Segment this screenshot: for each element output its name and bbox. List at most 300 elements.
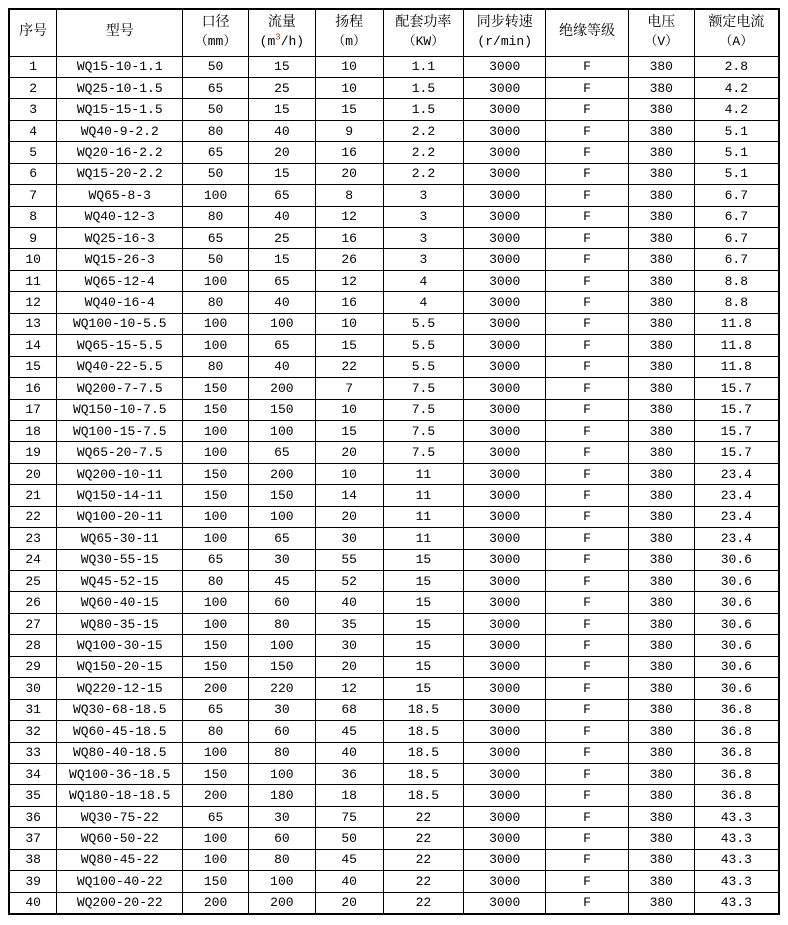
- cell-index: 10: [9, 249, 57, 270]
- cell-index: 11: [9, 270, 57, 291]
- cell-index: 1: [9, 56, 57, 77]
- table-row: [9, 270, 779, 291]
- cell-voltage_v: 380: [628, 699, 694, 720]
- cell-voltage_v: 380: [628, 828, 694, 849]
- flow-unit-superscript: 3: [275, 32, 281, 43]
- cell-index: 34: [9, 763, 57, 784]
- cell-voltage_v: 380: [628, 270, 694, 291]
- cell-speed_rpm: 3000: [464, 871, 546, 892]
- cell-power_kw: 4: [383, 292, 464, 313]
- cell-index: 35: [9, 785, 57, 806]
- cell-voltage_v: 380: [628, 806, 694, 827]
- cell-diameter_mm: 150: [183, 871, 249, 892]
- cell-head_m: 30: [315, 635, 383, 656]
- cell-head_m: 30: [315, 528, 383, 549]
- table-row: [9, 142, 779, 163]
- cell-index: 18: [9, 420, 57, 441]
- table-row: [9, 656, 779, 677]
- cell-index: 33: [9, 742, 57, 763]
- cell-voltage_v: 380: [628, 206, 694, 227]
- cell-speed_rpm: 3000: [464, 292, 546, 313]
- cell-flow_m3h: 100: [248, 871, 315, 892]
- cell-head_m: 22: [315, 356, 383, 377]
- cell-power_kw: 3: [383, 206, 464, 227]
- cell-power_kw: 22: [383, 871, 464, 892]
- cell-power_kw: 18.5: [383, 763, 464, 784]
- table-row: [9, 313, 779, 334]
- cell-voltage_v: 380: [628, 656, 694, 677]
- cell-voltage_v: 380: [628, 592, 694, 613]
- cell-current_a: 6.7: [694, 249, 779, 270]
- cell-current_a: 8.8: [694, 270, 779, 291]
- cell-flow_m3h: 15: [248, 249, 315, 270]
- cell-speed_rpm: 3000: [464, 678, 546, 699]
- table-row: [9, 763, 779, 784]
- header-label: 扬程: [335, 14, 364, 31]
- cell-diameter_mm: 65: [183, 142, 249, 163]
- cell-voltage_v: 380: [628, 763, 694, 784]
- table-row: [9, 120, 779, 141]
- cell-diameter_mm: 100: [183, 442, 249, 463]
- cell-diameter_mm: 150: [183, 763, 249, 784]
- table-row: [9, 849, 779, 870]
- header-label: 口径: [201, 14, 230, 31]
- cell-head_m: 15: [315, 99, 383, 120]
- cell-current_a: 23.4: [694, 506, 779, 527]
- cell-voltage_v: 380: [628, 635, 694, 656]
- cell-index: 40: [9, 892, 57, 913]
- cell-speed_rpm: 3000: [464, 206, 546, 227]
- cell-model: WQ200-20-22: [57, 892, 183, 913]
- cell-flow_m3h: 40: [248, 356, 315, 377]
- cell-current_a: 15.7: [694, 378, 779, 399]
- cell-flow_m3h: 65: [248, 528, 315, 549]
- table-row: [9, 678, 779, 699]
- cell-head_m: 45: [315, 849, 383, 870]
- table-row: [9, 806, 779, 827]
- table-row: [9, 699, 779, 720]
- cell-model: WQ45-52-15: [57, 571, 183, 592]
- cell-speed_rpm: 3000: [464, 77, 546, 98]
- cell-insulation_class: F: [546, 292, 629, 313]
- header-unit: [260, 34, 304, 49]
- cell-speed_rpm: 3000: [464, 828, 546, 849]
- cell-diameter_mm: 100: [183, 742, 249, 763]
- cell-index: 9: [9, 228, 57, 249]
- cell-speed_rpm: 3000: [464, 249, 546, 270]
- cell-current_a: 23.4: [694, 485, 779, 506]
- cell-model: WQ25-16-3: [57, 228, 183, 249]
- cell-model: WQ180-18-18.5: [57, 785, 183, 806]
- cell-insulation_class: F: [546, 613, 629, 634]
- cell-power_kw: 3: [383, 249, 464, 270]
- cell-flow_m3h: 200: [248, 378, 315, 399]
- cell-current_a: 30.6: [694, 635, 779, 656]
- cell-voltage_v: 380: [628, 485, 694, 506]
- cell-current_a: 36.8: [694, 785, 779, 806]
- cell-head_m: 20: [315, 656, 383, 677]
- cell-index: 5: [9, 142, 57, 163]
- cell-power_kw: 5.5: [383, 335, 464, 356]
- cell-flow_m3h: 20: [248, 142, 315, 163]
- cell-speed_rpm: 3000: [464, 549, 546, 570]
- header-unit: （m）: [332, 33, 367, 49]
- cell-power_kw: 15: [383, 571, 464, 592]
- cell-model: WQ80-45-22: [57, 849, 183, 870]
- cell-index: 4: [9, 120, 57, 141]
- cell-flow_m3h: 65: [248, 442, 315, 463]
- table-row: [9, 378, 779, 399]
- cell-voltage_v: 380: [628, 463, 694, 484]
- cell-power_kw: 15: [383, 613, 464, 634]
- cell-power_kw: 1.5: [383, 99, 464, 120]
- cell-speed_rpm: 3000: [464, 528, 546, 549]
- cell-diameter_mm: 200: [183, 785, 249, 806]
- column-header-head: [315, 9, 383, 56]
- cell-current_a: 15.7: [694, 420, 779, 441]
- cell-current_a: 5.1: [694, 142, 779, 163]
- cell-power_kw: 18.5: [383, 721, 464, 742]
- table-row: [9, 335, 779, 356]
- table-row: [9, 249, 779, 270]
- cell-model: WQ15-10-1.1: [57, 56, 183, 77]
- cell-current_a: 36.8: [694, 699, 779, 720]
- header-label: 绝缘等级: [559, 24, 616, 41]
- cell-flow_m3h: 25: [248, 228, 315, 249]
- cell-voltage_v: 380: [628, 849, 694, 870]
- cell-power_kw: 11: [383, 506, 464, 527]
- cell-speed_rpm: 3000: [464, 742, 546, 763]
- cell-head_m: 10: [315, 399, 383, 420]
- cell-model: WQ100-36-18.5: [57, 763, 183, 784]
- cell-speed_rpm: 3000: [464, 571, 546, 592]
- cell-current_a: 36.8: [694, 763, 779, 784]
- cell-flow_m3h: 100: [248, 635, 315, 656]
- table-row: [9, 56, 779, 77]
- cell-model: WQ65-30-11: [57, 528, 183, 549]
- cell-index: 22: [9, 506, 57, 527]
- cell-power_kw: 7.5: [383, 442, 464, 463]
- cell-insulation_class: F: [546, 549, 629, 570]
- cell-power_kw: 11: [383, 528, 464, 549]
- cell-voltage_v: 380: [628, 528, 694, 549]
- cell-current_a: 36.8: [694, 742, 779, 763]
- cell-head_m: 35: [315, 613, 383, 634]
- cell-head_m: 50: [315, 828, 383, 849]
- cell-head_m: 10: [315, 313, 383, 334]
- cell-diameter_mm: 65: [183, 77, 249, 98]
- cell-insulation_class: F: [546, 356, 629, 377]
- cell-current_a: 23.4: [694, 528, 779, 549]
- cell-power_kw: 15: [383, 678, 464, 699]
- table-row: [9, 399, 779, 420]
- cell-model: WQ80-40-18.5: [57, 742, 183, 763]
- cell-head_m: 12: [315, 206, 383, 227]
- cell-speed_rpm: 3000: [464, 785, 546, 806]
- cell-power_kw: 1.5: [383, 77, 464, 98]
- cell-diameter_mm: 80: [183, 571, 249, 592]
- cell-voltage_v: 380: [628, 721, 694, 742]
- cell-model: WQ15-15-1.5: [57, 99, 183, 120]
- table-row: [9, 892, 779, 913]
- cell-flow_m3h: 15: [248, 56, 315, 77]
- cell-flow_m3h: 80: [248, 613, 315, 634]
- table-row: [9, 420, 779, 441]
- table-row: [9, 871, 779, 892]
- cell-diameter_mm: 100: [183, 828, 249, 849]
- table-row: [9, 592, 779, 613]
- cell-head_m: 14: [315, 485, 383, 506]
- cell-index: 14: [9, 335, 57, 356]
- cell-power_kw: 5.5: [383, 356, 464, 377]
- cell-index: 20: [9, 463, 57, 484]
- cell-flow_m3h: 25: [248, 77, 315, 98]
- cell-flow_m3h: 220: [248, 678, 315, 699]
- cell-speed_rpm: 3000: [464, 228, 546, 249]
- cell-model: WQ30-75-22: [57, 806, 183, 827]
- header-label: 电压: [647, 14, 676, 31]
- cell-current_a: 11.8: [694, 313, 779, 334]
- cell-current_a: 4.2: [694, 99, 779, 120]
- cell-power_kw: 3: [383, 228, 464, 249]
- cell-model: WQ65-20-7.5: [57, 442, 183, 463]
- table-body: [9, 56, 779, 914]
- header-label: 序号: [19, 24, 48, 41]
- cell-insulation_class: F: [546, 892, 629, 913]
- cell-flow_m3h: 40: [248, 292, 315, 313]
- cell-speed_rpm: 3000: [464, 56, 546, 77]
- cell-index: 16: [9, 378, 57, 399]
- cell-power_kw: 22: [383, 828, 464, 849]
- cell-insulation_class: F: [546, 699, 629, 720]
- cell-insulation_class: F: [546, 485, 629, 506]
- cell-head_m: 36: [315, 763, 383, 784]
- cell-head_m: 45: [315, 721, 383, 742]
- column-header-voltage: [628, 9, 694, 56]
- cell-flow_m3h: 65: [248, 335, 315, 356]
- table-row: [9, 77, 779, 98]
- cell-insulation_class: F: [546, 270, 629, 291]
- cell-current_a: 15.7: [694, 442, 779, 463]
- cell-diameter_mm: 80: [183, 292, 249, 313]
- column-header-speed: [464, 9, 546, 56]
- cell-speed_rpm: 3000: [464, 656, 546, 677]
- cell-head_m: 16: [315, 292, 383, 313]
- cell-voltage_v: 380: [628, 228, 694, 249]
- cell-insulation_class: F: [546, 378, 629, 399]
- cell-speed_rpm: 3000: [464, 270, 546, 291]
- cell-index: 6: [9, 163, 57, 184]
- cell-head_m: 12: [315, 270, 383, 291]
- cell-diameter_mm: 65: [183, 806, 249, 827]
- cell-head_m: 15: [315, 335, 383, 356]
- cell-model: WQ25-10-1.5: [57, 77, 183, 98]
- cell-flow_m3h: 65: [248, 270, 315, 291]
- column-header-model: [57, 9, 183, 56]
- cell-flow_m3h: 65: [248, 185, 315, 206]
- table-row: [9, 292, 779, 313]
- cell-flow_m3h: 30: [248, 699, 315, 720]
- cell-power_kw: 15: [383, 635, 464, 656]
- cell-insulation_class: F: [546, 678, 629, 699]
- cell-speed_rpm: 3000: [464, 592, 546, 613]
- cell-current_a: 30.6: [694, 549, 779, 570]
- cell-index: 2: [9, 77, 57, 98]
- table-row: [9, 721, 779, 742]
- cell-head_m: 20: [315, 892, 383, 913]
- cell-power_kw: 1.1: [383, 56, 464, 77]
- cell-speed_rpm: 3000: [464, 485, 546, 506]
- cell-flow_m3h: 150: [248, 399, 315, 420]
- header-unit: （A）: [719, 33, 754, 49]
- cell-index: 29: [9, 656, 57, 677]
- cell-index: 8: [9, 206, 57, 227]
- cell-voltage_v: 380: [628, 335, 694, 356]
- cell-current_a: 30.6: [694, 592, 779, 613]
- cell-insulation_class: F: [546, 635, 629, 656]
- cell-head_m: 26: [315, 249, 383, 270]
- cell-diameter_mm: 100: [183, 592, 249, 613]
- cell-index: 36: [9, 806, 57, 827]
- column-header-power: [383, 9, 464, 56]
- cell-model: WQ60-40-15: [57, 592, 183, 613]
- cell-model: WQ100-10-5.5: [57, 313, 183, 334]
- cell-model: WQ20-16-2.2: [57, 142, 183, 163]
- cell-model: WQ150-14-11: [57, 485, 183, 506]
- cell-flow_m3h: 60: [248, 721, 315, 742]
- cell-flow_m3h: 40: [248, 120, 315, 141]
- cell-head_m: 55: [315, 549, 383, 570]
- cell-insulation_class: F: [546, 506, 629, 527]
- table-row: [9, 613, 779, 634]
- cell-current_a: 6.7: [694, 228, 779, 249]
- cell-current_a: 43.3: [694, 892, 779, 913]
- cell-diameter_mm: 100: [183, 849, 249, 870]
- cell-model: WQ60-45-18.5: [57, 721, 183, 742]
- cell-insulation_class: F: [546, 185, 629, 206]
- cell-head_m: 40: [315, 742, 383, 763]
- cell-flow_m3h: 200: [248, 892, 315, 913]
- cell-voltage_v: 380: [628, 742, 694, 763]
- cell-diameter_mm: 100: [183, 185, 249, 206]
- cell-speed_rpm: 3000: [464, 892, 546, 913]
- cell-power_kw: 7.5: [383, 420, 464, 441]
- cell-model: WQ30-55-15: [57, 549, 183, 570]
- cell-insulation_class: F: [546, 206, 629, 227]
- cell-power_kw: 18.5: [383, 742, 464, 763]
- cell-index: 19: [9, 442, 57, 463]
- cell-head_m: 20: [315, 163, 383, 184]
- cell-current_a: 43.3: [694, 871, 779, 892]
- cell-current_a: 4.2: [694, 77, 779, 98]
- cell-voltage_v: 380: [628, 549, 694, 570]
- cell-speed_rpm: 3000: [464, 142, 546, 163]
- header-label: 型号: [105, 24, 134, 41]
- cell-current_a: 6.7: [694, 206, 779, 227]
- table-row: [9, 785, 779, 806]
- cell-index: 39: [9, 871, 57, 892]
- cell-index: 3: [9, 99, 57, 120]
- cell-speed_rpm: 3000: [464, 699, 546, 720]
- cell-head_m: 10: [315, 463, 383, 484]
- cell-voltage_v: 380: [628, 399, 694, 420]
- cell-voltage_v: 380: [628, 571, 694, 592]
- table-row: [9, 506, 779, 527]
- cell-voltage_v: 380: [628, 871, 694, 892]
- cell-insulation_class: F: [546, 592, 629, 613]
- cell-power_kw: 22: [383, 849, 464, 870]
- cell-flow_m3h: 40: [248, 206, 315, 227]
- cell-flow_m3h: 30: [248, 549, 315, 570]
- cell-flow_m3h: 80: [248, 742, 315, 763]
- cell-head_m: 40: [315, 592, 383, 613]
- table-row: [9, 228, 779, 249]
- cell-insulation_class: F: [546, 763, 629, 784]
- cell-insulation_class: F: [546, 313, 629, 334]
- header-unit: （mm）: [194, 33, 237, 49]
- cell-speed_rpm: 3000: [464, 763, 546, 784]
- cell-voltage_v: 380: [628, 378, 694, 399]
- cell-index: 24: [9, 549, 57, 570]
- table-row: [9, 828, 779, 849]
- cell-head_m: 8: [315, 185, 383, 206]
- cell-insulation_class: F: [546, 163, 629, 184]
- cell-power_kw: 7.5: [383, 399, 464, 420]
- cell-insulation_class: F: [546, 399, 629, 420]
- cell-head_m: 40: [315, 871, 383, 892]
- cell-diameter_mm: 100: [183, 506, 249, 527]
- cell-flow_m3h: 180: [248, 785, 315, 806]
- cell-flow_m3h: 100: [248, 506, 315, 527]
- cell-index: 12: [9, 292, 57, 313]
- cell-current_a: 36.8: [694, 721, 779, 742]
- cell-diameter_mm: 65: [183, 549, 249, 570]
- cell-model: WQ220-12-15: [57, 678, 183, 699]
- cell-head_m: 16: [315, 228, 383, 249]
- cell-model: WQ15-26-3: [57, 249, 183, 270]
- cell-insulation_class: F: [546, 528, 629, 549]
- cell-current_a: 43.3: [694, 849, 779, 870]
- cell-voltage_v: 380: [628, 892, 694, 913]
- cell-flow_m3h: 100: [248, 763, 315, 784]
- column-header-current: [694, 9, 779, 56]
- cell-diameter_mm: 100: [183, 420, 249, 441]
- cell-current_a: 11.8: [694, 335, 779, 356]
- cell-flow_m3h: 60: [248, 592, 315, 613]
- cell-index: 21: [9, 485, 57, 506]
- cell-diameter_mm: 50: [183, 163, 249, 184]
- table-row: [9, 549, 779, 570]
- table-row: [9, 742, 779, 763]
- cell-diameter_mm: 100: [183, 335, 249, 356]
- cell-insulation_class: F: [546, 420, 629, 441]
- cell-current_a: 11.8: [694, 356, 779, 377]
- cell-current_a: 30.6: [694, 613, 779, 634]
- cell-index: 25: [9, 571, 57, 592]
- cell-power_kw: 3: [383, 185, 464, 206]
- cell-model: WQ200-7-7.5: [57, 378, 183, 399]
- column-header-insulation: [546, 9, 629, 56]
- table-header: [9, 9, 779, 56]
- cell-flow_m3h: 150: [248, 485, 315, 506]
- cell-flow_m3h: 30: [248, 806, 315, 827]
- cell-model: WQ40-22-5.5: [57, 356, 183, 377]
- cell-model: WQ60-50-22: [57, 828, 183, 849]
- cell-head_m: 15: [315, 420, 383, 441]
- cell-flow_m3h: 200: [248, 463, 315, 484]
- column-header-diameter: [183, 9, 249, 56]
- cell-power_kw: 22: [383, 892, 464, 913]
